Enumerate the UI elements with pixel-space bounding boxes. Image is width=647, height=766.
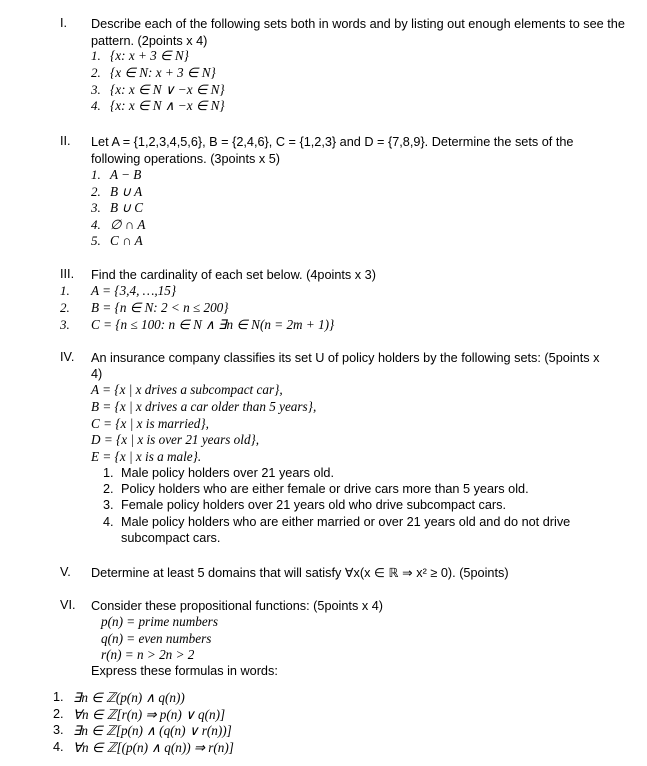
item-number: 1. xyxy=(103,466,114,480)
formula: ∃n ∈ ℤ(p(n) ∧ q(n)) xyxy=(73,690,185,705)
question-text: Consider these propositional functions: (5points x 4) xyxy=(91,599,383,613)
question-text: Describe each of the following sets both in words and by listing out enough elements to see the pattern. (2points x 4) xyxy=(91,17,625,48)
item-number: 1. xyxy=(60,283,70,298)
question-number: III. xyxy=(60,267,75,281)
set-expression: B ∪ C xyxy=(110,200,144,215)
item-number: 4. xyxy=(103,515,114,529)
question-text-line-2: following operations. (3points x 5) xyxy=(91,152,281,166)
formula: ∀n ∈ ℤ[(p(n) ∧ q(n)) ⇒ r(n)] xyxy=(73,740,234,755)
set-expression: B = {n ∈ N: 2 < n ≤ 200} xyxy=(91,300,229,315)
set-expression: A − B xyxy=(110,167,142,182)
item-number: 2. xyxy=(103,482,114,496)
question-number: VI. xyxy=(60,598,76,612)
item-text: Female policy holders over 21 years old who drive subcompact cars. xyxy=(121,498,507,512)
set-expression: B ∪ A xyxy=(110,184,143,199)
item-number: 2. xyxy=(53,707,64,721)
item-number: 4. xyxy=(53,740,64,754)
item-text: Male policy holders over 21 years old. xyxy=(121,466,334,480)
set-definition: D = {x | x is over 21 years old}, xyxy=(91,432,260,447)
propositional-function: r(n) = n > 2n > 2 xyxy=(101,647,195,662)
question-number: IV. xyxy=(60,350,75,364)
item-number: 3. xyxy=(60,317,70,332)
item-number: 4. xyxy=(91,98,101,113)
item-number: 3. xyxy=(103,498,114,512)
question-number: I. xyxy=(60,16,68,30)
formula: ∃n ∈ ℤ[p(n) ∧ (q(n) ∨ r(n))] xyxy=(73,723,232,738)
set-expression: C ∩ A xyxy=(110,233,143,248)
set-definition: A = {x | x drives a subcompact car}, xyxy=(91,382,283,397)
instruction-text: Express these formulas in words: xyxy=(91,664,278,678)
formula: ∀n ∈ ℤ[r(n) ⇒ p(n) ∨ q(n)] xyxy=(73,707,226,722)
question-text-line-2: 4) xyxy=(91,367,103,381)
set-expression: {x: x ∈ N ∧ −x ∈ N} xyxy=(110,98,225,113)
item-number: 1. xyxy=(91,48,101,63)
item-number: 3. xyxy=(53,723,64,737)
question-text: Determine at least 5 domains that will satisfy ∀x(x ∈ ℝ ⇒ x² ≥ 0). (5points) xyxy=(91,566,509,580)
set-expression: A = {3,4, …,15} xyxy=(91,283,177,298)
propositional-function: p(n) = prime numbers xyxy=(101,614,218,629)
question-text-line-1: Let A = {1,2,3,4,5,6}, B = {2,4,6}, C = {1,2,3} and D = {7,8,9}. Determine the sets of the xyxy=(91,135,574,149)
item-number: 2. xyxy=(60,300,70,315)
question-text-line-1: An insurance company classifies its set U of policy holders by the following sets: (5points x xyxy=(91,351,600,365)
set-expression: ∅ ∩ A xyxy=(110,217,146,232)
item-number: 1. xyxy=(53,690,64,704)
set-definition: C = {x | x is married}, xyxy=(91,416,209,431)
item-number: 3. xyxy=(91,82,101,97)
item-text-line-1: Male policy holders who are either married or over 21 years old and do not drive xyxy=(121,515,571,529)
set-expression: {x: x ∈ N ∨ −x ∈ N} xyxy=(110,82,225,97)
item-number: 2. xyxy=(91,184,101,199)
propositional-function: q(n) = even numbers xyxy=(101,631,212,646)
set-expression: {x: x + 3 ∈ N} xyxy=(110,48,189,63)
question-number: V. xyxy=(60,565,71,579)
set-definition: E = {x | x is a male}. xyxy=(91,449,202,464)
item-number: 2. xyxy=(91,65,101,80)
question-text: Find the cardinality of each set below. (4points x 3) xyxy=(91,268,376,282)
item-number: 5. xyxy=(91,233,101,248)
item-text: Policy holders who are either female or drive cars more than 5 years old. xyxy=(121,482,529,496)
item-number: 1. xyxy=(91,167,101,182)
item-text-line-2: subcompact cars. xyxy=(121,531,221,545)
set-expression: {x ∈ N: x + 3 ∈ N} xyxy=(110,65,216,80)
question-number: II. xyxy=(60,134,71,148)
set-definition: B = {x | x drives a car older than 5 years}, xyxy=(91,399,317,414)
item-number: 3. xyxy=(91,200,101,215)
item-number: 4. xyxy=(91,217,101,232)
set-expression: C = {n ≤ 100: n ∈ N ∧ ∃n ∈ N(n = 2m + 1)} xyxy=(91,317,335,332)
